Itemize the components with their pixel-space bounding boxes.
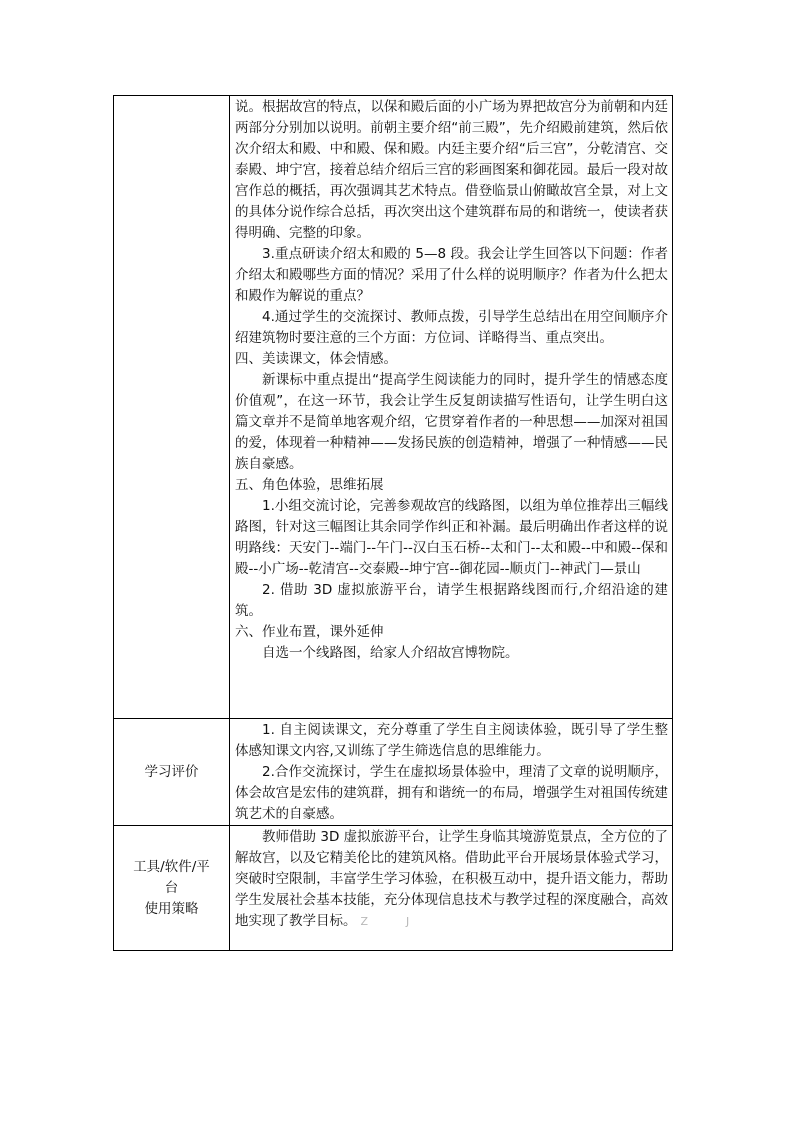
section-heading: 六、作业布置，课外延伸 <box>235 624 384 640</box>
paragraph: 4.通过学生的交流探讨、教师点拨，引导学生总结出在用空间顺序介绍建筑物时要注意的三个方面：方位词、详略得当、重点突出。 <box>235 309 668 346</box>
paragraph: 2. 借助 3D 虚拟旅游平台，请学生根据路线图而行,介绍沿途的建筑。 <box>235 582 668 619</box>
paragraph: 2.合作交流探讨，学生在虚拟场景体验中，理清了文章的说明顺序，体会故宫是宏伟的建筑群，拥有和谐统一的布局，增强学生对祖国传统建筑艺术的自豪感。 <box>235 764 668 822</box>
row-label-empty <box>114 96 230 719</box>
tools-strategy-cell <box>230 826 673 951</box>
paragraph: 3.重点研读介绍太和殿的 5—8 段。我会让学生回答以下问题：作者介绍太和殿哪些方面的情况？采用了什么样的说明顺序？作者为什么把太和殿作为解说的重点？ <box>235 246 668 304</box>
paragraph <box>235 827 668 932</box>
paragraph-text: 教师借助 3D 虚拟旅游平台，让学生身临其境游览景点，全方位的了解故宫，以及它精美伦比的建筑风格。借助此平台开展场景体验式学习，突破时空限制，丰富学生学习体验，在积极互动中，提升语文能力，帮助学生发展社会基本技能，充分体现信息技术与教学过程的深度融合，高效地实现了教学目标。 <box>235 829 668 929</box>
label-line: 台 <box>164 879 179 896</box>
section-heading: 五、角色体验，思维拓展 <box>235 477 384 493</box>
table-row <box>114 96 673 719</box>
trailing-mark: Z <box>360 915 369 928</box>
paragraph: 自选一个线路图，给家人介绍故宫博物院。 <box>262 645 519 661</box>
label-line: 使用策略 <box>144 900 199 917</box>
label-line: 工具/软件/平 <box>133 858 210 875</box>
paragraph: 说。根据故宫的特点，以保和殿后面的小广场为界把故宫分为前朝和内廷两部分分别加以说明。前朝主要介绍“前三殿”，先介绍殿前建筑，然后依次介绍太和殿、中和殿、保和殿。内廷主要介绍“后三宫”，分乾清宫、交泰殿、坤宁宫，接着总结介绍后三宫的彩画图案和御花园。最后一段对故宫作总的概括，再次强调其艺术特点。借登临景山俯瞰故宫全景，对上文的具体分说作综合总括，再次突出这个建筑群布局的和谐统一，使读者获得明确、完整的印象。 <box>235 99 668 241</box>
row-label-evaluation: 学习评价 <box>114 719 230 826</box>
row-label-tools <box>114 826 230 951</box>
evaluation-cell <box>230 719 673 826</box>
section-heading: 四、美读课文，体会情感。 <box>235 351 397 367</box>
trailing-mark: J <box>406 915 410 928</box>
lesson-plan-table <box>113 95 673 951</box>
table-row <box>114 719 673 826</box>
paragraph: 新课标中重点提出“提高学生阅读能力的同时，提升学生的情感态度价值观”，在这一环节，我会让学生反复朗读描写性语句，让学生明白这篇文章并不是简单地客观介绍，它贯穿着作者的一种思想——加深对祖国的爱，体现着一种精神——发扬民族的创造精神，增强了一种情感——民族自豪感。 <box>235 372 668 472</box>
table-row <box>114 826 673 951</box>
paragraph: 1. 自主阅读课文，充分尊重了学生自主阅读体验，既引导了学生整体感知课文内容,又训练了学生筛选信息的思维能力。 <box>235 722 668 759</box>
paragraph: 1.小组交流讨论，完善参观故宫的线路图，以组为单位推荐出三幅线路图，针对这三幅图让其余同学作纠正和补漏。最后明确出作者这样的说明路线：天安门--端门--午门--汉白玉石桥--太和门--太和殿--中和殿--保和殿--小广场--乾清宫--交泰殿--坤宁宫--御花园--顺贞门--神武门—景山 <box>235 498 668 577</box>
teaching-process-cell <box>230 96 673 719</box>
